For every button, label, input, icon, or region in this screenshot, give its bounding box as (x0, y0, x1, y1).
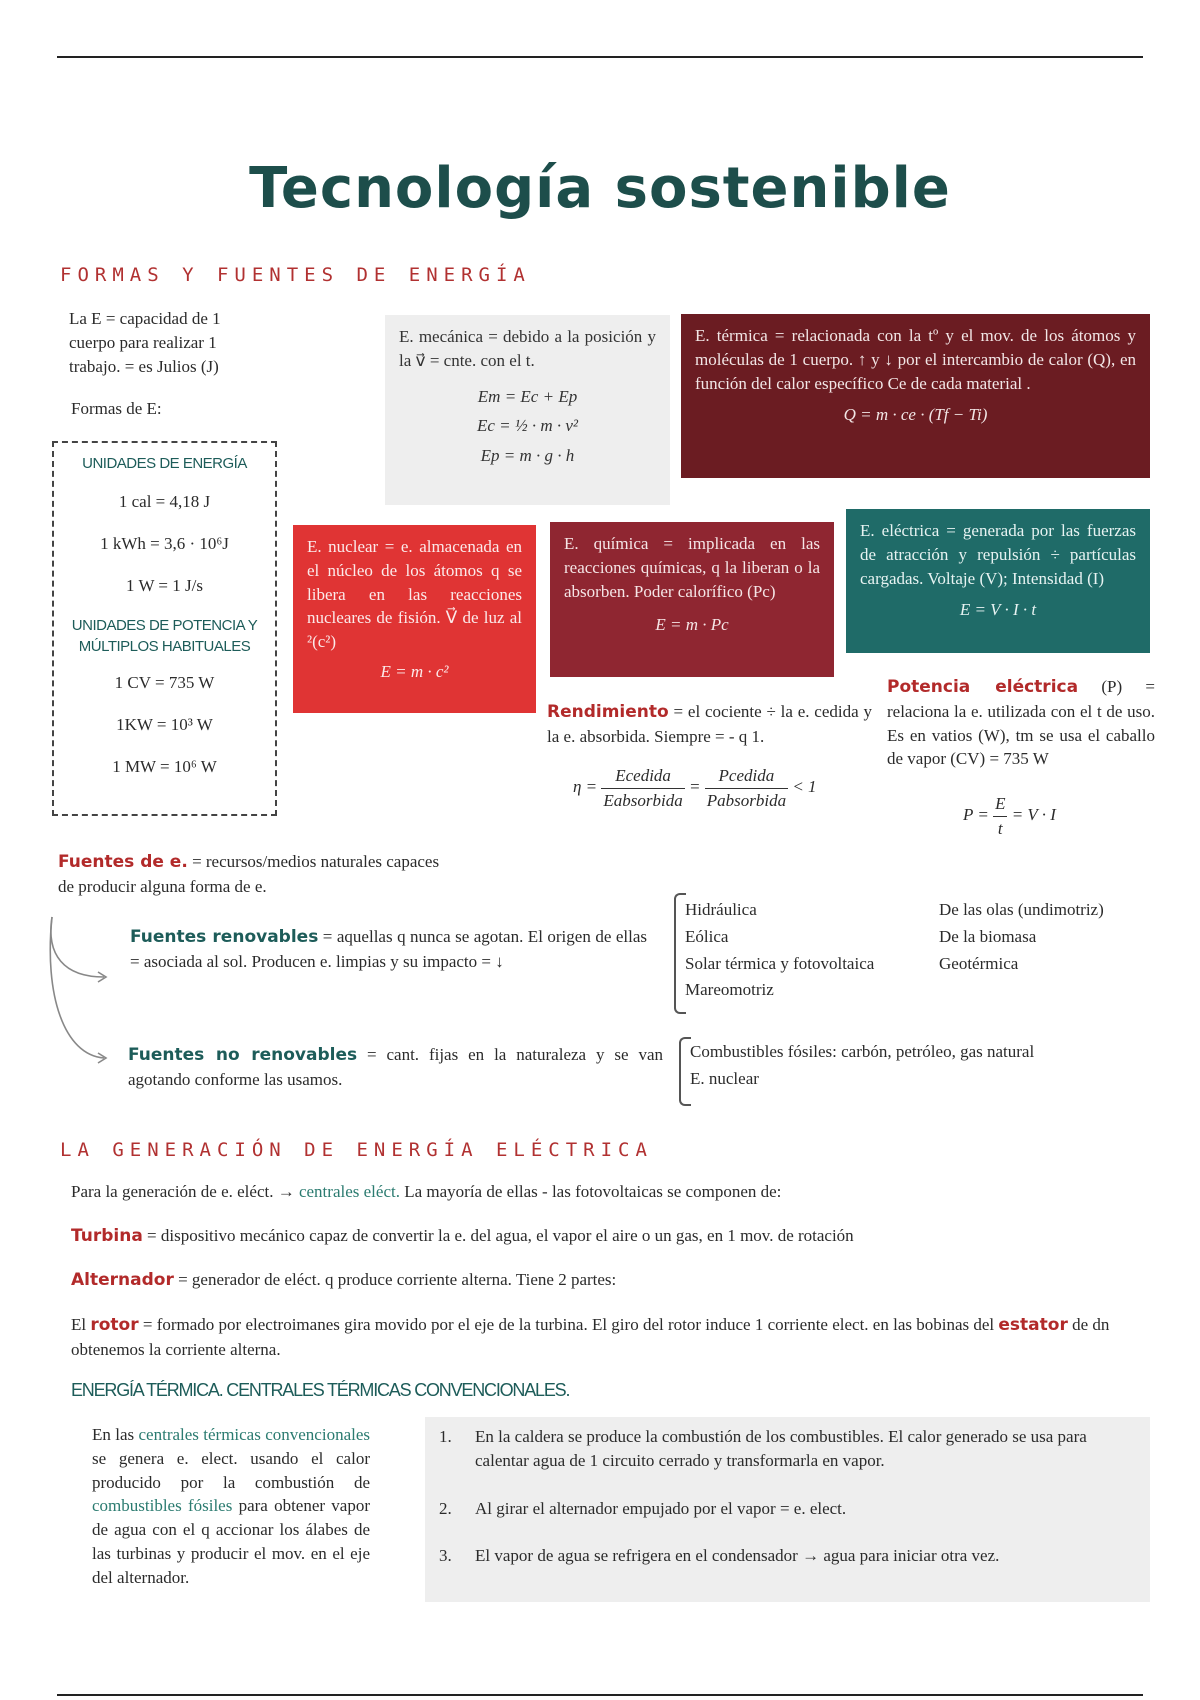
step-number: 2. (439, 1498, 452, 1518)
fuentes-definition (58, 850, 448, 899)
estator-text: de dn obtenemos la corriente alterna. (71, 1315, 1110, 1359)
step-item (439, 1544, 1136, 1568)
process-steps-box (425, 1417, 1150, 1602)
electrical-energy-box (846, 509, 1150, 653)
potencia-tail: = V · I (1011, 805, 1056, 825)
rotor-pre: El (71, 1315, 91, 1334)
chemical-text: E. química = implicada en las reacciones químicas, q la liberan o la absorben. Poder calorífico (Pc) (564, 534, 820, 601)
generacion-text-b: La mayoría de ellas - las fotovoltaicas se componen de: (399, 1182, 782, 1201)
list-item: Solar térmica y fotovoltaica (685, 953, 875, 973)
rotor-estator-definition (71, 1313, 1166, 1362)
bottom-rule (57, 1694, 1143, 1696)
unit-value: 1KW = 10³ W (116, 715, 213, 735)
step-item (439, 1425, 1136, 1473)
rendimiento-term: Rendimiento (547, 702, 669, 722)
generacion-text-a: Para la generación de e. eléct. → (71, 1182, 299, 1201)
centrales-t3: para obtener vapor de agua con el q accionar los álabes de las turbinas y producir el mov. en el eje del alternador. (92, 1496, 370, 1587)
renewables-text: = aquellas q nunca se agotan. El origen de ellas = asociada al sol. Producen e. limpias y su impacto = ↓ (130, 927, 647, 971)
estator-term: estator (998, 1315, 1068, 1335)
thermal-text: E. térmica = relacionada con la tº y el mov. de los átomos y moléculas de 1 cuerpo. ↑ y ↓ por el intercambio de calor (Q), en función del calor específico Ce de cada material . (695, 326, 1136, 393)
units-box (52, 441, 277, 816)
units-heading-power-a: UNIDADES DE POTENCIA Y (71, 617, 258, 635)
denominator: t (997, 818, 1003, 838)
centrales-link-2: combustibles fósiles (92, 1496, 233, 1516)
list-item: Hidráulica (685, 900, 757, 919)
unit-value: 1 W = 1 J/s (126, 575, 203, 595)
list-item: Eólica (685, 926, 729, 946)
numerator: E (993, 792, 1007, 817)
thermal-energy-box (681, 314, 1150, 478)
fraction-energy (601, 764, 684, 813)
rotor-term: rotor (90, 1315, 139, 1335)
rotor-text: = formado por electroimanes gira movido por el eje de la turbina. El giro del rotor induce 1 corriente elect. en las bobinas del (138, 1315, 999, 1334)
list-item: Combustibles fósiles: carbón, petróleo, gas natural (690, 1042, 1035, 1061)
centrales-description (92, 1423, 370, 1590)
rendimiento-tail: < 1 (792, 777, 817, 797)
arrow-to-nonrenewables (50, 917, 104, 1058)
renewables-list-2 (939, 898, 1104, 978)
nonrenewables-text: = cant. fijas en la naturaleza y se van agotando conforme las usamos. (128, 1045, 663, 1089)
electrical-text: E. eléctrica = generada por las fuerzas de atracción y repulsión ÷ partículas cargadas. Voltaje (V); Intensidad (I) (860, 521, 1136, 588)
electrical-formula: E = V · I · t (959, 600, 1037, 620)
turbina-text: = dispositivo mecánico capaz de convertir la e. del agua, el vapor el aire o un gas, en 1 mov. de rotación (142, 1226, 854, 1245)
step-text: El vapor de agua se refrigera en el condensador → agua para iniciar otra vez. (475, 1546, 1000, 1566)
turbina-term: Turbina (71, 1226, 143, 1246)
turbina-definition (71, 1224, 854, 1249)
step-text: Al girar el alternador empujado por el vapor = e. elect. (475, 1498, 847, 1518)
centrales-link: centrales eléct. (298, 1182, 400, 1201)
nonrenewables-list (690, 1040, 1034, 1094)
potencia-term: Potencia eléctrica (887, 677, 1079, 697)
nonrenewables-term: Fuentes no renovables (128, 1045, 358, 1065)
chemical-energy-box (550, 522, 834, 677)
unit-value: 1 CV = 735 W (114, 673, 215, 693)
units-heading-power-b: MÚLTIPLOS HABITUALES (78, 638, 251, 656)
section-heading-termica: ENERGÍA TÉRMICA. CENTRALES TÉRMICAS CONVENCIONALES. (71, 1380, 570, 1400)
numerator: Ecedida (601, 764, 684, 789)
units-heading-energy: UNIDADES DE ENERGÍA (82, 455, 247, 472)
nonrenewables-definition (128, 1043, 663, 1092)
rendimiento-definition (547, 700, 872, 749)
mechanical-formula-2: Ec = ½ · m · v² (476, 416, 579, 436)
thermal-formula: Q = m · ce · (Tf − Ti) (843, 405, 988, 425)
chemical-formula: E = m · Pc (655, 615, 729, 635)
potencia-text: (P) = relaciona la e. utilizada con el t de uso. Es en vatios (W), tm se usa el caballo de vapor (CV) = 735 W (887, 677, 1155, 769)
rendimiento-formula: η = $\frac{\text{Ecedida}}{\text{Eabsorbida}}$ = $\frac{\text{Pcedida}}{\text{Pabsorbida}}$ < 1 (573, 764, 817, 813)
mechanical-energy-box (385, 315, 670, 505)
centrales-t2: se genera e. elect. usando el calor producido por la combustión de (92, 1448, 370, 1492)
unit-value: 1 kWh = 3,6 · 10⁶J (100, 533, 229, 553)
fraction-e-over-t (993, 792, 1007, 841)
alternador-definition (71, 1268, 616, 1293)
step-text: En la caldera se produce la combustión de los combustibles. El calor generado se usa para calentar agua de 1 circuito cerrado y transformarla en vapor. (475, 1427, 1087, 1470)
list-item: Geotérmica (939, 953, 1019, 973)
renewables-list-1 (685, 898, 874, 1005)
eta-symbol: η = (573, 777, 598, 797)
list-item: Mareomotriz (685, 980, 774, 1000)
list-item: De las olas (undimotriz) (939, 900, 1104, 919)
renewables-term: Fuentes renovables (130, 927, 319, 947)
potencia-formula (963, 792, 1056, 841)
section-heading-generacion: LA GENERACIÓN DE ENERGÍA ELÉCTRICA (60, 1139, 653, 1161)
fuentes-term: Fuentes de e. (58, 852, 188, 872)
nuclear-text: E. nuclear = e. almacenada en el núcleo de los átomos q se libera en las reacciones nucleares de fisión. V⃗ de luz al ²(c²) (307, 537, 522, 652)
denominator: Eabsorbida (603, 790, 683, 810)
list-item: E. nuclear (690, 1068, 759, 1088)
mechanical-text: E. mecánica = debido a la posición y la v⃗ = cnte. con el t. (399, 327, 656, 370)
alternador-term: Alternador (71, 1270, 174, 1290)
denominator: Pabsorbida (706, 790, 787, 810)
centrales-link-1: centrales térmicas convencionales (138, 1425, 370, 1444)
rendimiento-text: = el cociente ÷ la e. cedida y la e. absorbida. Siempre = - q 1. (547, 702, 872, 746)
p-symbol: P = (963, 805, 989, 825)
fuentes-text: = recursos/medios naturales capaces de producir alguna forma de e. (58, 852, 440, 896)
nuclear-energy-box (293, 525, 536, 713)
arrow-to-renewables (51, 917, 104, 977)
step-number: 1. (439, 1427, 452, 1446)
section-heading-formas: FORMAS Y FUENTES DE ENERGÍA (60, 264, 531, 286)
numerator: Pcedida (705, 764, 788, 789)
generacion-intro (71, 1180, 781, 1204)
mechanical-formula-1: Em = Ec + Ep (477, 386, 578, 406)
formas-label: Formas de E: (71, 399, 162, 418)
fuentes-arrows (44, 915, 114, 1065)
fraction-power (705, 764, 788, 813)
list-item: De la biomasa (939, 926, 1037, 946)
renewables-definition (130, 925, 647, 974)
top-rule (57, 56, 1143, 58)
nuclear-formula: E = m · c² (380, 661, 449, 681)
mechanical-formula-3: Ep = m · g · h (480, 446, 575, 466)
alternador-text: = generador de eléct. q produce corriente alterna. Tiene 2 partes: (173, 1270, 617, 1289)
energy-definition: La E = capacidad de 1 cuerpo para realizar 1 trabajo. = es Julios (J) (69, 309, 221, 376)
potencia-definition (887, 675, 1155, 771)
centrales-t1: En las (92, 1425, 139, 1444)
unit-value: 1 cal = 4,18 J (118, 492, 211, 511)
step-item (439, 1497, 1136, 1521)
step-number: 3. (439, 1546, 452, 1566)
page-title: Tecnología sostenible (249, 156, 951, 221)
unit-value: 1 MW = 10⁶ W (112, 756, 217, 776)
